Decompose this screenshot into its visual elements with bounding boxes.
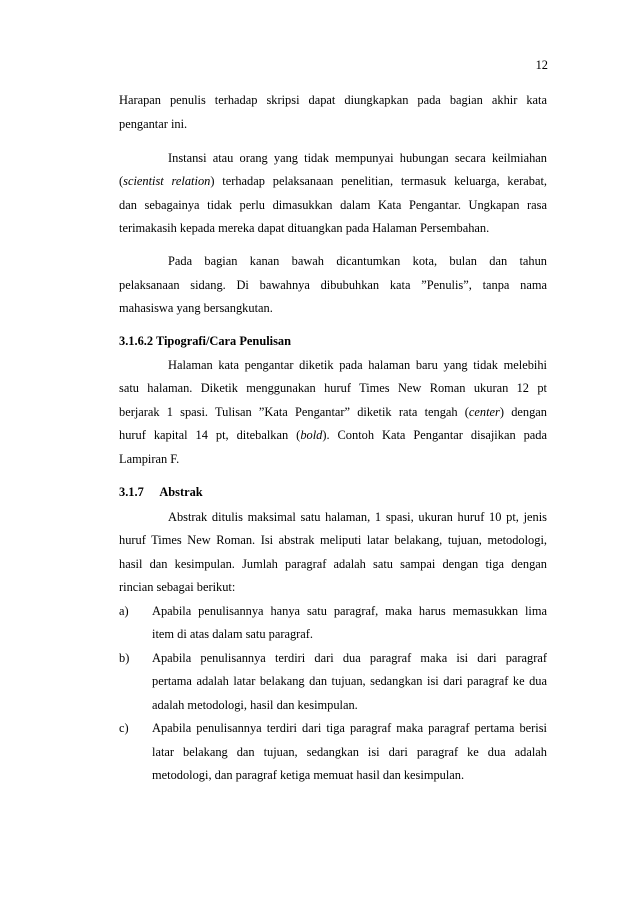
para2-line-4: terimakasih kepada mereka dapat dituangkan pada Halaman Persembahan. — [119, 221, 490, 235]
para1-line-1: Harapan penulis terhadap skripsi dapat diungkapkan pada bagian akhir kata — [119, 93, 547, 107]
para4-line-2: satu halaman. Diketik menggunakan huruf Times New Roman ukuran 12 pt — [119, 381, 547, 395]
para5-line-2: huruf Times New Roman. Isi abstrak meliputi latar belakang, tujuan, metodologi, — [119, 533, 547, 547]
list-item-b-line-3: adalah metodologi, hasil dan kesimpulan. — [152, 698, 358, 712]
heading-3-1-6-2: 3.1.6.2 Tipografi/Cara Penulisan — [119, 334, 291, 348]
list-item-a-line-1: Apabila penulisannya hanya satu paragraf, maka harus memasukkan lima — [152, 604, 547, 618]
para2-line-1: Instansi atau orang yang tidak mempunyai hubungan secara keilmiahan — [168, 151, 547, 165]
para2-line-2: (scientist relation) terhadap pelaksanaan penelitian, termasuk keluarga, kerabat, — [119, 174, 547, 188]
para3-line-3: mahasiswa yang bersangkutan. — [119, 301, 273, 315]
para5-line-3: hasil dan kesimpulan. Jumlah paragraf adalah satu sampai dengan tiga dengan — [119, 557, 547, 571]
heading-3-1-7-number: 3.1.7 — [119, 485, 144, 499]
para1-line-2: pengantar ini. — [119, 117, 188, 131]
para4-line-3: berjarak 1 spasi. Tulisan ”Kata Pengantar” diketik rata tengah (center) dengan — [119, 405, 547, 419]
para5-line-1: Abstrak ditulis maksimal satu halaman, 1 spasi, ukuran huruf 10 pt, jenis — [168, 510, 547, 524]
list-item-b-line-1: Apabila penulisannya terdiri dari dua paragraf maka isi dari paragraf — [152, 651, 547, 665]
para5-line-4: rincian sebagai berikut: — [119, 580, 236, 594]
list-item-c-line-2: latar belakang dan tujuan, sedangkan isi dari paragraf ke dua adalah — [152, 745, 547, 759]
heading-3-1-7-title: Abstrak — [159, 485, 203, 499]
para3-line-1: Pada bagian kanan bawah dicantumkan kota, bulan dan tahun — [168, 254, 547, 268]
list-item-b-line-2: pertama adalah latar belakang dan tujuan, sedangkan isi dari paragraf ke dua — [152, 674, 547, 688]
page-number: 12 — [535, 58, 548, 72]
list-item-c-line-1: Apabila penulisannya terdiri dari tiga paragraf maka paragraf pertama berisi — [152, 721, 547, 735]
list-marker-c: c) — [119, 721, 129, 735]
para3-line-2: pelaksanaan sidang. Di bawahnya dibubuhkan kata ”Penulis”, tanpa nama — [119, 278, 547, 292]
para2-line-3: dan sebagainya tidak perlu dimasukkan dalam Kata Pengantar. Ungkapan rasa — [119, 198, 547, 212]
list-marker-b: b) — [119, 651, 130, 665]
list-marker-a: a) — [119, 604, 129, 618]
para4-line-1: Halaman kata pengantar diketik pada halaman baru yang tidak melebihi — [168, 358, 547, 372]
list-item-c-line-3: metodologi, dan paragraf ketiga memuat hasil dan kesimpulan. — [152, 768, 465, 782]
heading-3-1-7 — [119, 485, 547, 500]
list-item-a-line-2: item di atas dalam satu paragraf. — [152, 627, 314, 641]
para4-line-4: huruf kapital 14 pt, ditebalkan (bold). Contoh Kata Pengantar disajikan pada — [119, 428, 548, 442]
para4-line-5: Lampiran F. — [119, 452, 180, 466]
